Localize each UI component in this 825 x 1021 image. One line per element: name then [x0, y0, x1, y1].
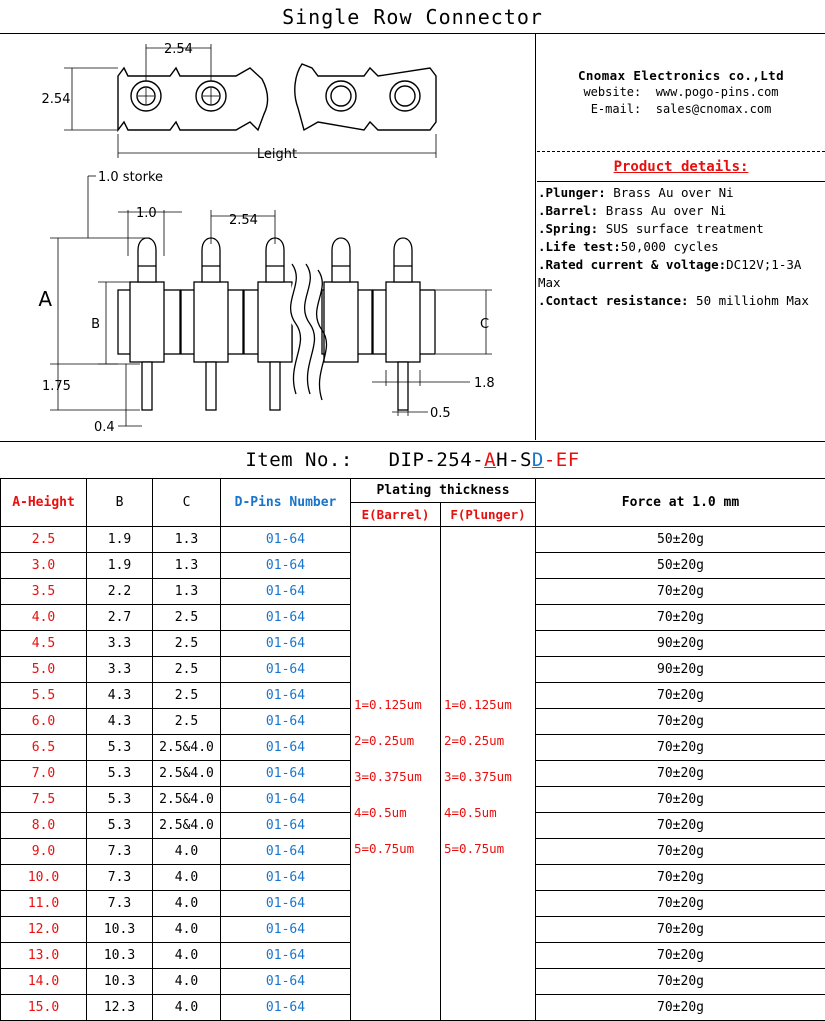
cell-c: 4.0	[153, 917, 221, 943]
dim-a: A	[38, 287, 52, 311]
technical-drawing	[0, 34, 536, 440]
cell-a-height: 9.0	[1, 839, 87, 865]
cell-b: 10.3	[87, 943, 153, 969]
cell-a-height: 10.0	[1, 865, 87, 891]
cell-b: 5.3	[87, 813, 153, 839]
cell-c: 4.0	[153, 865, 221, 891]
cell-force: 70±20g	[536, 969, 825, 995]
company-email-line	[591, 101, 772, 118]
cell-c: 4.0	[153, 995, 221, 1021]
dim-length: Leight	[256, 147, 298, 162]
cell-b: 3.3	[87, 657, 153, 683]
cell-force: 70±20g	[536, 813, 825, 839]
plating-option: 3=0.375um	[444, 769, 512, 784]
cell-b: 5.3	[87, 787, 153, 813]
item-no-d: D	[531, 449, 544, 471]
detail-item: .Rated current & voltage:DC12V;1-3A Max	[538, 257, 802, 290]
cell-a-height: 11.0	[1, 891, 87, 917]
cell-a-height: 5.5	[1, 683, 87, 709]
header-plating: Plating thickness	[351, 479, 536, 503]
plating-option: 1=0.125um	[354, 697, 422, 712]
spec-table	[0, 478, 825, 1021]
cell-c: 2.5&4.0	[153, 735, 221, 761]
cell-a-height: 14.0	[1, 969, 87, 995]
dim-stroke: 1.0 storke	[98, 170, 164, 185]
plating-option: 5=0.75um	[354, 841, 415, 856]
hole-3-inner	[331, 86, 351, 106]
cell-b: 2.2	[87, 579, 153, 605]
cell-b: 7.3	[87, 865, 153, 891]
product-details-list	[538, 184, 824, 310]
cell-d-pins: 01-64	[221, 527, 351, 553]
cell-c: 2.5	[153, 605, 221, 631]
cell-d-pins: 01-64	[221, 605, 351, 631]
dim-c: C	[480, 317, 490, 332]
cell-force: 90±20g	[536, 657, 825, 683]
cell-a-height: 12.0	[1, 917, 87, 943]
cell-b: 2.7	[87, 605, 153, 631]
cell-c: 2.5	[153, 683, 221, 709]
header-force: Force at 1.0 mm	[536, 479, 825, 527]
plating-option: 4=0.5um	[444, 805, 497, 820]
cell-d-pins: 01-64	[221, 579, 351, 605]
connector-drawing-svg	[0, 34, 536, 440]
cell-c: 4.0	[153, 891, 221, 917]
dim-0-5: 0.5	[430, 406, 451, 421]
cell-force: 70±20g	[536, 865, 825, 891]
cell-force: 70±20g	[536, 761, 825, 787]
cell-force: 50±20g	[536, 527, 825, 553]
header-b: B	[87, 479, 153, 527]
cell-c: 4.0	[153, 969, 221, 995]
dim-0-4: 0.4	[94, 420, 115, 435]
cell-force: 70±20g	[536, 709, 825, 735]
cell-d-pins: 01-64	[221, 657, 351, 683]
cell-b: 5.3	[87, 761, 153, 787]
plating-option: 5=0.75um	[444, 841, 505, 856]
cell-d-pins: 01-64	[221, 917, 351, 943]
cell-a-height: 3.0	[1, 553, 87, 579]
cell-a-height: 13.0	[1, 943, 87, 969]
item-no-ef: EF	[555, 449, 580, 471]
cell-force: 90±20g	[536, 631, 825, 657]
cell-a-height: 8.0	[1, 813, 87, 839]
email-link[interactable]: sales@cnomax.com	[655, 102, 772, 116]
cell-force: 70±20g	[536, 891, 825, 917]
detail-item: .Spring: SUS surface treatment	[538, 221, 764, 236]
cell-b: 1.9	[87, 527, 153, 553]
company-website-line	[583, 84, 778, 101]
cell-b: 12.3	[87, 995, 153, 1021]
website-link[interactable]: www.pogo-pins.com	[655, 85, 779, 99]
cell-b: 5.3	[87, 735, 153, 761]
cell-d-pins: 01-64	[221, 865, 351, 891]
cell-b: 10.3	[87, 969, 153, 995]
cell-a-height: 7.0	[1, 761, 87, 787]
page-title: Single Row Connector	[0, 0, 825, 34]
cell-force: 70±20g	[536, 735, 825, 761]
hole-4-inner	[395, 86, 415, 106]
company-info	[537, 34, 825, 152]
cell-c: 4.0	[153, 943, 221, 969]
cell-b: 7.3	[87, 839, 153, 865]
dim-pitch-side: 2.54	[229, 213, 258, 228]
cell-a-height: 4.5	[1, 631, 87, 657]
cell-a-height: 5.0	[1, 657, 87, 683]
cell-b: 4.3	[87, 683, 153, 709]
cell-plating-barrel	[351, 527, 441, 1021]
plating-option: 4=0.5um	[354, 805, 407, 820]
company-name: Cnomax Electronics co.,Ltd	[577, 68, 785, 83]
item-no-a: A	[484, 449, 497, 471]
cell-d-pins: 01-64	[221, 683, 351, 709]
cell-d-pins: 01-64	[221, 891, 351, 917]
cell-c: 2.5	[153, 657, 221, 683]
item-no-label: Item No.:	[245, 449, 353, 471]
cell-d-pins: 01-64	[221, 761, 351, 787]
item-no-h: H-S	[496, 449, 532, 471]
cell-force: 50±20g	[536, 553, 825, 579]
dim-1-75: 1.75	[42, 379, 71, 394]
email-label: E-mail:	[590, 102, 642, 116]
cell-d-pins: 01-64	[221, 553, 351, 579]
cell-a-height: 6.0	[1, 709, 87, 735]
cell-a-height: 6.5	[1, 735, 87, 761]
cell-c: 2.5	[153, 709, 221, 735]
cell-d-pins: 01-64	[221, 787, 351, 813]
dim-1-8: 1.8	[474, 376, 495, 391]
cell-force: 70±20g	[536, 995, 825, 1021]
cell-c: 1.3	[153, 527, 221, 553]
cell-a-height: 15.0	[1, 995, 87, 1021]
cell-force: 70±20g	[536, 605, 825, 631]
cell-c: 2.5&4.0	[153, 787, 221, 813]
dim-b: B	[91, 317, 100, 332]
cell-c: 4.0	[153, 839, 221, 865]
cell-force: 70±20g	[536, 579, 825, 605]
cell-c: 1.3	[153, 553, 221, 579]
cell-b: 10.3	[87, 917, 153, 943]
plating-option: 2=0.25um	[354, 733, 415, 748]
cell-a-height: 4.0	[1, 605, 87, 631]
item-no-dash: -	[543, 449, 556, 471]
cell-c: 2.5&4.0	[153, 761, 221, 787]
cell-d-pins: 01-64	[221, 813, 351, 839]
website-label: website:	[583, 85, 642, 99]
header-a-height: A-Height	[1, 479, 87, 527]
plating-option: 2=0.25um	[444, 733, 505, 748]
cell-d-pins: 01-64	[221, 943, 351, 969]
cell-force: 70±20g	[536, 943, 825, 969]
cell-c: 1.3	[153, 579, 221, 605]
top-view-strip-left	[118, 68, 268, 130]
cell-c: 2.5	[153, 631, 221, 657]
header-e-barrel: E(Barrel)	[351, 503, 441, 527]
cell-d-pins: 01-64	[221, 969, 351, 995]
cell-force: 70±20g	[536, 839, 825, 865]
header-c: C	[153, 479, 221, 527]
header-f-plunger: F(Plunger)	[441, 503, 536, 527]
table-row	[1, 527, 825, 553]
item-number-row	[0, 441, 825, 479]
product-details-heading: Product details:	[537, 152, 825, 182]
detail-item: .Barrel: Brass Au over Ni	[538, 203, 727, 218]
cell-d-pins: 01-64	[221, 631, 351, 657]
cell-d-pins: 01-64	[221, 839, 351, 865]
cell-b: 3.3	[87, 631, 153, 657]
detail-item: .Contact resistance: 50 milliohm Max	[538, 293, 809, 308]
plating-option: 1=0.125um	[444, 697, 512, 712]
cell-a-height: 2.5	[1, 527, 87, 553]
cell-a-height: 3.5	[1, 579, 87, 605]
dim-1-0: 1.0	[136, 206, 157, 221]
dim-pitch-top: 2.54	[164, 42, 193, 57]
item-no-prefix: DIP-254-	[388, 449, 485, 471]
detail-item: .Life test:50,000 cycles	[538, 239, 719, 254]
cell-d-pins: 01-64	[221, 735, 351, 761]
cell-force: 70±20g	[536, 683, 825, 709]
dim-height-top: 2.54	[41, 92, 71, 107]
cell-b: 7.3	[87, 891, 153, 917]
cell-b: 1.9	[87, 553, 153, 579]
plating-option: 3=0.375um	[354, 769, 422, 784]
cell-a-height: 7.5	[1, 787, 87, 813]
cell-force: 70±20g	[536, 917, 825, 943]
cell-b: 4.3	[87, 709, 153, 735]
header-d-pins: D-Pins Number	[221, 479, 351, 527]
cell-d-pins: 01-64	[221, 995, 351, 1021]
cell-c: 2.5&4.0	[153, 813, 221, 839]
cell-force: 70±20g	[536, 787, 825, 813]
cell-d-pins: 01-64	[221, 709, 351, 735]
cell-plating-plunger	[441, 527, 536, 1021]
detail-item: .Plunger: Brass Au over Ni	[538, 185, 734, 200]
